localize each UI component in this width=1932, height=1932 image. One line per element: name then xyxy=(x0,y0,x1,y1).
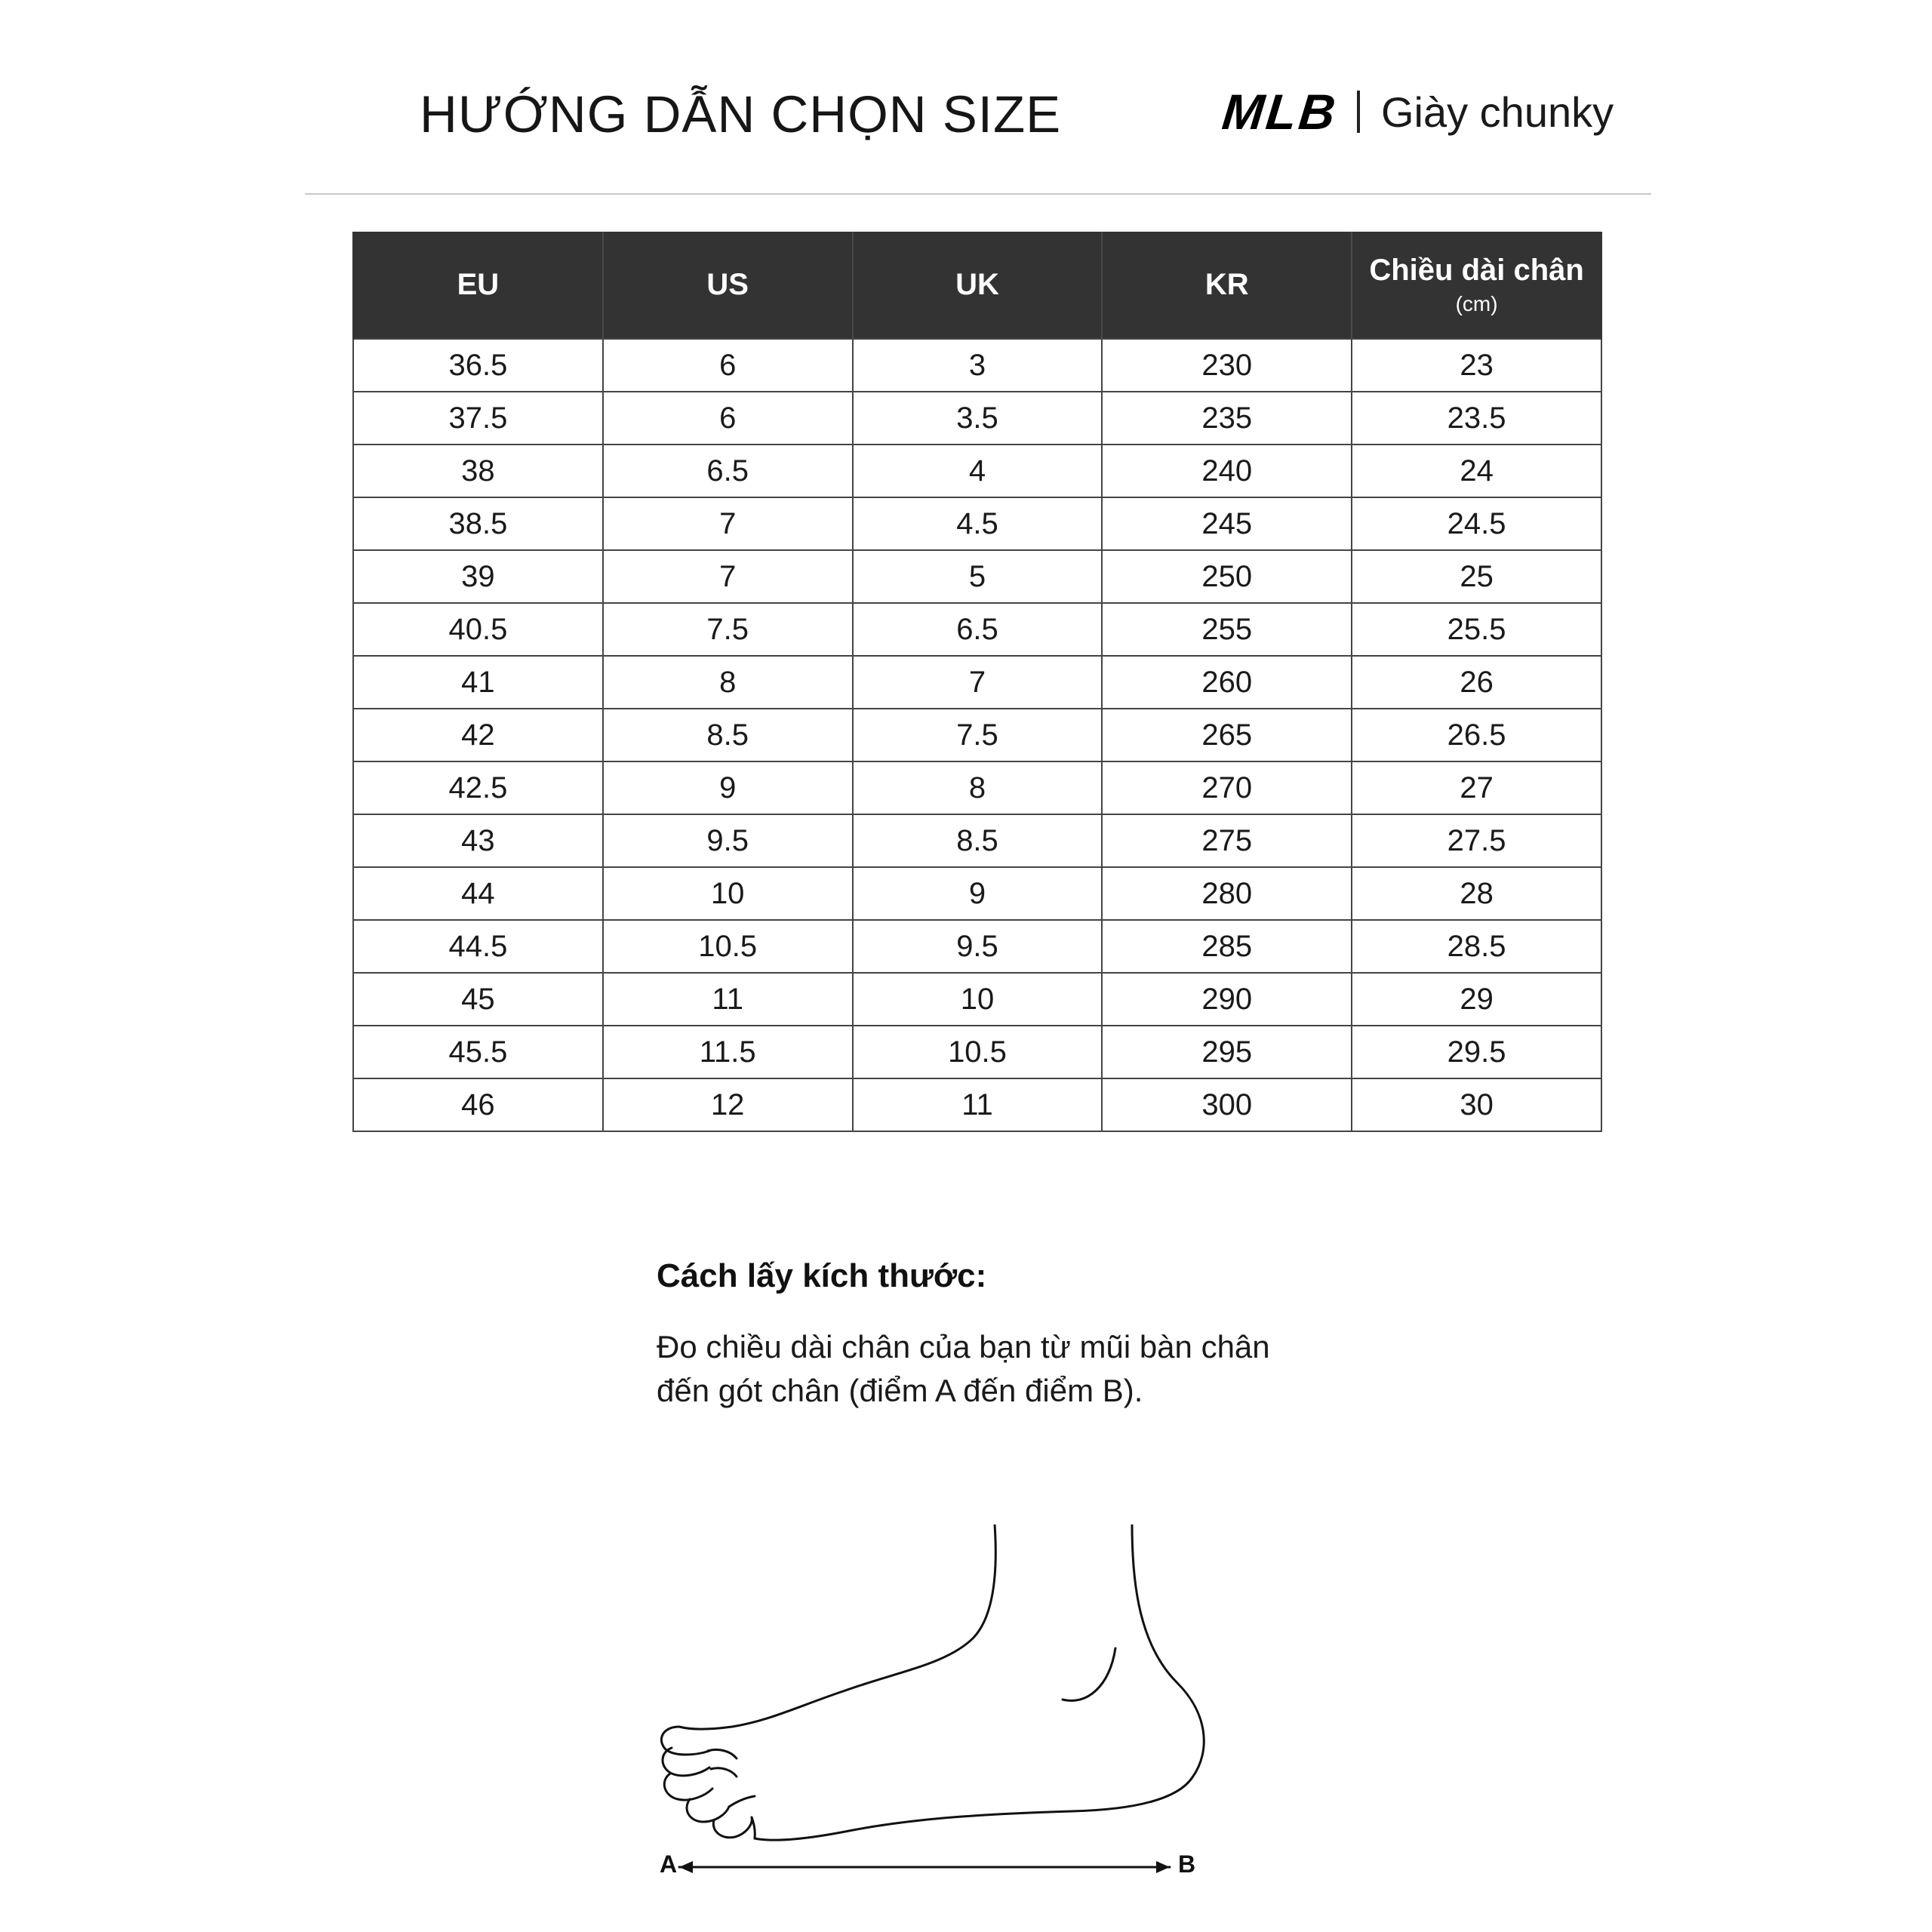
cell-kr: 290 xyxy=(1102,973,1352,1026)
cell-uk: 10 xyxy=(853,973,1103,1026)
cell-eu: 38 xyxy=(353,445,603,497)
cell-us: 10.5 xyxy=(603,920,853,973)
cell-uk: 8.5 xyxy=(853,814,1103,867)
cell-foot-length: 29.5 xyxy=(1352,1026,1601,1078)
cell-us: 12 xyxy=(603,1078,853,1131)
cell-eu: 37.5 xyxy=(353,392,603,445)
cell-uk: 6.5 xyxy=(853,603,1103,656)
cell-uk: 11 xyxy=(853,1078,1103,1131)
page-title: HƯỚNG DẪN CHỌN SIZE xyxy=(420,85,1062,143)
col-header-kr: KR xyxy=(1102,232,1352,339)
table-row xyxy=(353,920,1601,973)
cell-foot-length: 30 xyxy=(1352,1078,1601,1131)
howto-text xyxy=(657,1325,1336,1413)
cell-foot-length: 24 xyxy=(1352,445,1601,497)
cell-eu: 45.5 xyxy=(353,1026,603,1078)
cell-us: 11 xyxy=(603,973,853,1026)
cell-kr: 235 xyxy=(1102,392,1352,445)
cell-kr: 240 xyxy=(1102,445,1352,497)
cell-kr: 260 xyxy=(1102,656,1352,709)
cell-us: 9.5 xyxy=(603,814,853,867)
cell-us: 7 xyxy=(603,497,853,550)
cell-foot-length: 27 xyxy=(1352,761,1601,814)
cell-eu: 43 xyxy=(353,814,603,867)
howto-line-2: đến gót chân (điểm A đến điểm B). xyxy=(657,1373,1143,1408)
cell-us: 6.5 xyxy=(603,445,853,497)
cell-uk: 4 xyxy=(853,445,1103,497)
cell-kr: 255 xyxy=(1102,603,1352,656)
point-a-label: A xyxy=(660,1850,678,1878)
cell-eu: 44 xyxy=(353,867,603,920)
cell-eu: 36.5 xyxy=(353,339,603,392)
cell-uk: 10.5 xyxy=(853,1026,1103,1078)
col-header-us: US xyxy=(603,232,853,339)
cell-foot-length: 25 xyxy=(1352,550,1601,603)
cell-kr: 275 xyxy=(1102,814,1352,867)
col-header-unit: (cm) xyxy=(1455,292,1498,315)
cell-kr: 265 xyxy=(1102,709,1352,761)
cell-us: 9 xyxy=(603,761,853,814)
cell-foot-length: 24.5 xyxy=(1352,497,1601,550)
table-row xyxy=(353,814,1601,867)
cell-kr: 230 xyxy=(1102,339,1352,392)
cell-uk: 9.5 xyxy=(853,920,1103,973)
cell-us: 10 xyxy=(603,867,853,920)
cell-kr: 270 xyxy=(1102,761,1352,814)
point-b-label: B xyxy=(1178,1850,1196,1878)
table-row xyxy=(353,973,1601,1026)
cell-uk: 7 xyxy=(853,656,1103,709)
cell-foot-length: 27.5 xyxy=(1352,814,1601,867)
table-row xyxy=(353,392,1601,445)
cell-foot-length: 23.5 xyxy=(1352,392,1601,445)
table-row xyxy=(353,339,1601,392)
cell-eu: 42 xyxy=(353,709,603,761)
col-header-eu: EU xyxy=(353,232,603,339)
cell-foot-length: 28.5 xyxy=(1352,920,1601,973)
cell-eu: 45 xyxy=(353,973,603,1026)
cell-kr: 250 xyxy=(1102,550,1352,603)
cell-uk: 4.5 xyxy=(853,497,1103,550)
brand-separator xyxy=(1357,91,1360,133)
table-row xyxy=(353,603,1601,656)
cell-us: 8 xyxy=(603,656,853,709)
col-header-foot-length xyxy=(1352,232,1601,339)
cell-kr: 285 xyxy=(1102,920,1352,973)
table-header-row xyxy=(353,232,1601,339)
cell-foot-length: 28 xyxy=(1352,867,1601,920)
table-row xyxy=(353,550,1601,603)
howto-line-1: Đo chiều dài chân của bạn từ mũi bàn chân xyxy=(657,1329,1270,1364)
cell-eu: 40.5 xyxy=(353,603,603,656)
cell-kr: 300 xyxy=(1102,1078,1352,1131)
cell-eu: 46 xyxy=(353,1078,603,1131)
brand-logo: MLB xyxy=(1220,84,1340,140)
product-name: Giày chunky xyxy=(1380,88,1614,136)
cell-us: 8.5 xyxy=(603,709,853,761)
cell-foot-length: 26 xyxy=(1352,656,1601,709)
table-row xyxy=(353,445,1601,497)
cell-uk: 9 xyxy=(853,867,1103,920)
cell-uk: 5 xyxy=(853,550,1103,603)
cell-us: 7 xyxy=(603,550,853,603)
table-row xyxy=(353,1078,1601,1131)
cell-us: 6 xyxy=(603,339,853,392)
col-header-foot-length-label: Chiều dài chân xyxy=(1369,254,1584,287)
howto-heading: Cách lấy kích thước: xyxy=(657,1257,987,1294)
brand-block xyxy=(1220,83,1614,140)
cell-kr: 295 xyxy=(1102,1026,1352,1078)
col-header-uk: UK xyxy=(853,232,1103,339)
cell-eu: 38.5 xyxy=(353,497,603,550)
table-row xyxy=(353,1026,1601,1078)
cell-foot-length: 25.5 xyxy=(1352,603,1601,656)
table-row xyxy=(353,497,1601,550)
cell-foot-length: 29 xyxy=(1352,973,1601,1026)
cell-eu: 39 xyxy=(353,550,603,603)
header-divider xyxy=(305,193,1651,195)
cell-foot-length: 23 xyxy=(1352,339,1601,392)
cell-eu: 41 xyxy=(353,656,603,709)
foot-illustration xyxy=(649,1524,1223,1902)
table-row xyxy=(353,867,1601,920)
cell-uk: 3.5 xyxy=(853,392,1103,445)
cell-us: 6 xyxy=(603,392,853,445)
cell-eu: 44.5 xyxy=(353,920,603,973)
size-table xyxy=(352,232,1602,1132)
cell-us: 7.5 xyxy=(603,603,853,656)
table-row xyxy=(353,709,1601,761)
cell-us: 11.5 xyxy=(603,1026,853,1078)
cell-kr: 280 xyxy=(1102,867,1352,920)
cell-kr: 245 xyxy=(1102,497,1352,550)
cell-eu: 42.5 xyxy=(353,761,603,814)
table-row xyxy=(353,761,1601,814)
cell-uk: 3 xyxy=(853,339,1103,392)
cell-uk: 8 xyxy=(853,761,1103,814)
table-body xyxy=(353,339,1601,1131)
cell-foot-length: 26.5 xyxy=(1352,709,1601,761)
cell-uk: 7.5 xyxy=(853,709,1103,761)
table-row xyxy=(353,656,1601,709)
